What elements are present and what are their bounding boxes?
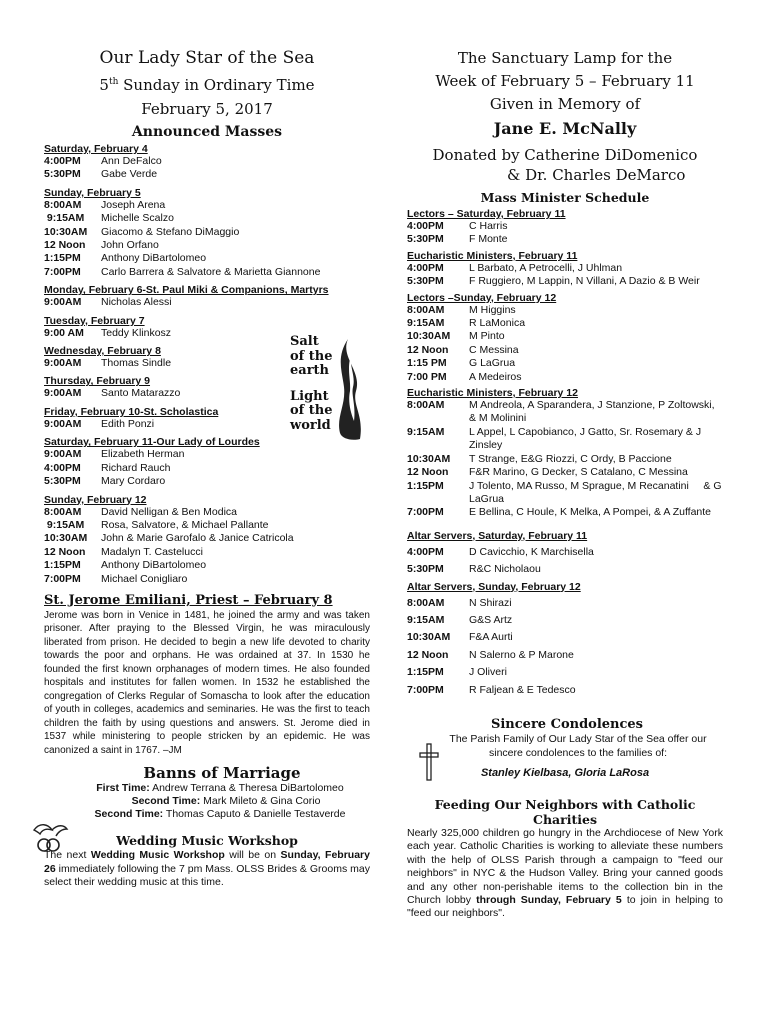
condolence-names: Stanley Kielbasa, Gloria LaRosa [480,766,650,779]
schedule-row [407,262,723,275]
time-label: 1:15 PM [407,357,447,370]
mass-day-heading: Saturday, February 11-Our Lady of Lourdes [44,436,260,449]
schedule-row [407,614,723,627]
salt-light-text: Salt of the earth Light of the world [290,334,333,433]
time-label: 7:00PM [407,506,444,519]
schedule-row [407,330,723,343]
time-label: 5:30PM [407,563,444,576]
time-label: 8:00AM [407,303,445,316]
mass-day-heading: Sunday, February 12 [44,493,147,506]
names-label: R LaMonica [469,317,526,330]
time-label: 9:00AM [44,357,82,370]
time-label: 12 Noon [407,648,449,661]
lamp-title: The Sanctuary Lamp for the [457,49,673,67]
lamp-name: Jane E. McNally [493,119,637,138]
schedule-row [44,199,370,212]
cross-icon [418,742,440,782]
names-label: Richard Rauch [101,461,171,474]
schedule-row [407,357,723,370]
schedule-row [407,233,723,246]
workshop-text: The next Wedding Music Workshop will be on Sunday, February 26 immediately following the 7 pm Mass. OLSS Brides & Grooms may select their wedding music at this time. [44,849,370,889]
banns-item: Second Time: Thomas Caputo & Danielle Testaverde [94,808,346,821]
time-label: 5:30PM [407,233,444,246]
schedule-row [44,546,370,559]
schedule-row [407,546,723,559]
time-label: 10:30AM [407,452,451,465]
names-label: E Bellina, C Houle, K Melka, A Pompei, & A Zuffante [469,506,712,519]
names-label: J Oliveri [469,666,507,679]
schedule-row [44,296,370,309]
schedule-row [44,462,370,475]
parish-title: Our Lady Star of the Sea [99,48,315,68]
schedule-row [44,532,370,545]
time-label: 4:00PM [44,155,81,167]
names-label: A Medeiros [469,370,522,383]
names-label: N Shirazi [469,596,512,609]
schedule-row [44,155,370,168]
names-label: L Barbato, A Petrocelli, J Uhlman [469,261,623,274]
minister-group-heading: Lectors –Sunday, February 12 [407,291,557,304]
names-label: Santo Matarazzo [101,387,181,400]
time-label: 4:00PM [407,261,444,274]
mass-day-heading: Wednesday, February 8 [44,345,161,358]
schedule-row [44,168,370,181]
names-label: F&R Marino, G Decker, S Catalano, C Messina [469,466,688,479]
names-label: Edith Ponzi [101,417,155,430]
banns-item: First Time: Andrew Terrana & Theresa DiBartolomeo [96,782,344,795]
names-label: John Orfano [101,239,159,252]
wedding-doves-icon [30,816,70,856]
time-label: 9:15AM [407,317,445,330]
schedule-row [407,344,723,357]
schedule-row [44,226,370,239]
names-label: R&C Nicholaou [469,563,541,576]
schedule-row [44,212,370,225]
names-label: Anthony DiBartolomeo [101,559,207,572]
names-label: John & Marie Garofalo & Janice Catricola [101,532,294,545]
names-label: C Messina [469,343,519,356]
time-label: 5:30PM [407,275,444,288]
names-label: F Monte [469,233,508,246]
names-label: D Cavicchio, K Marchisella [469,545,594,558]
schedule-row [407,220,723,233]
names-label: J Tolento, MA Russo, M Sprague, M Recanatini & G LaGrua [469,479,725,505]
server-group-heading: Altar Servers, Saturday, February 11 [407,529,588,542]
schedule-row [407,399,723,426]
time-label: 4:00PM [407,545,444,558]
schedule-row [407,466,723,479]
names-label: Mary Cordaro [101,475,166,488]
time-label: 9:15AM [407,425,445,438]
schedule-row [44,266,370,279]
schedule-row [407,275,723,288]
condolence-text: The Parish Family of Our Lady Star of the Sea offer our sincere condolences to the families of: [449,732,707,759]
bulletin-date: February 5, 2017 [141,100,273,118]
names-label: Teddy Klinkosz [101,326,172,339]
time-label: 8:00AM [44,505,82,518]
names-label: M Pinto [469,330,505,343]
feeding-heading: Feeding Our Neighbors with Catholic Charities [434,796,696,827]
minister-schedule [407,208,723,520]
time-label: 9:00AM [44,296,82,309]
time-label: 4:00PM [44,461,81,474]
names-label: Ann DeFalco [101,155,162,167]
altar-server-schedule [407,530,723,697]
time-label: 1:15PM [44,252,81,265]
schedule-row [407,666,723,679]
time-label: 9:00AM [44,448,82,461]
schedule-row [44,573,370,586]
schedule-row [407,371,723,384]
time-label: 5:30PM [44,475,81,488]
schedule-row [44,239,370,252]
time-label: 8:00AM [44,198,82,211]
names-label: Thomas Sindle [101,357,172,370]
schedule-row [407,304,723,317]
schedule-row [407,317,723,330]
names-label: M Andreola, A Sparandera, J Stanzione, P Zoltowski, & M Molinini [469,399,718,425]
names-label: Madalyn T. Castelucci [101,545,203,558]
lamp-given: Given in Memory of [489,95,641,113]
names-label: Rosa, Salvatore, & Michael Pallante [101,518,269,531]
ordinary-time: 5th Sunday in Ordinary Time [99,76,315,94]
schedule-row [44,506,370,519]
feeding-text: Nearly 325,000 children go hungry in the Archdiocese of New York each year. Catholic Charities is working to alleviate these numbers with the help of OLSS Parish through a campaign to "feed our neighbors" in NYC & the Hudson Valley. Bring your canned goods and any other non-perishable items to the collection bin in the Church lobby through Sunday, February 5 to join in helping to "feed our neighbors". [407,826,723,920]
minister-group-heading: Eucharistic Ministers, February 12 [407,387,578,400]
time-label: 12 Noon [407,343,449,356]
time-label: 12 Noon [44,239,86,252]
time-label: 1:15PM [407,666,444,679]
server-group-heading: Altar Servers, Sunday, February 12 [407,580,581,593]
minister-heading: Mass Minister Schedule [480,190,650,205]
condolence-heading: Sincere Condolences [490,716,643,732]
donated-line-1: Donated by Catherine DiDomenico [432,146,698,164]
banns-list [44,782,370,821]
banns-heading: Banns of Marriage [143,764,301,783]
mass-day-heading: Tuesday, February 7 [44,314,145,327]
time-label: 1:15PM [407,479,444,492]
names-label: G LaGrua [469,357,516,370]
time-label: 7:00PM [44,265,81,278]
schedule-row [407,563,723,576]
time-label: 12 Noon [407,466,449,479]
names-label: T Strange, E&G Riozzi, C Ordy, B Paccione [469,452,672,465]
names-label: Anthony DiBartolomeo [101,252,207,265]
mass-day-heading: Friday, February 10-St. Scholastica [44,405,219,418]
names-label: Carlo Barrera & Salvatore & Marietta Giannone [101,265,321,278]
time-label: 10:30AM [44,532,88,545]
schedule-row [44,252,370,265]
names-label: C Harris [469,220,508,232]
time-label: 8:00AM [407,399,445,412]
saint-heading: St. Jerome Emiliani, Priest – February 8 [44,592,333,608]
names-label: Michael Conigliaro [101,572,188,585]
names-label: Giacomo & Stefano DiMaggio [101,225,240,238]
names-label: G&S Artz [469,613,513,626]
mass-day-heading: Thursday, February 9 [44,375,151,388]
time-label: 9:15AM [407,613,445,626]
schedule-row [407,480,723,507]
salt-light-graphic [290,335,376,447]
time-label: 10:30AM [44,225,88,238]
names-label: F Ruggiero, M Lappin, N Villani, A Dazio & B Weir [469,275,700,288]
time-label: 7:00PM [407,683,444,696]
banns-item: Second Time: Mark Mileto & Gina Corio [131,795,321,808]
saint-text: Jerome was born in Venice in 1481, he joined the army and was taken prisoner. After praying to the Blessed Virgin, he was miraculously liberated from prison. He decided to begin a new life devoted to charity towards the poor and orphans. He was ordained at 37. In 1530 he founded the first known orphanages of modern times. He also founded hospitals and institutes for fallen women. In 1532 he established the congregation of Clerks Regular of Somascha to look after the education of youth in colleges, academics and seminaries. He was the first to teach children the faith by using questions and answers. St. Jerome died in 1537 while ministering to people stricken by an epidemic. He was canonized a saint in 1767. –JM [44,609,370,756]
masses-heading: Announced Masses [131,124,283,140]
mass-day-heading: Monday, February 6-St. Paul Miki & Companions, Martyrs [44,284,329,297]
names-label: Michelle Scalzo [101,212,174,225]
time-label: 9:00 AM [44,326,84,339]
schedule-row [407,631,723,644]
time-label: 9:15AM [44,518,85,531]
mass-day-heading: Saturday, February 4 [44,143,148,155]
schedule-row [407,426,723,453]
names-label: Joseph Arena [101,198,166,211]
time-label: 4:00PM [407,220,444,232]
schedule-row [407,506,723,519]
workshop-heading: Wedding Music Workshop [116,833,298,849]
names-label: David Nelligan & Ben Modica [101,505,237,518]
time-label: 10:30AM [407,330,451,343]
time-label: 9:15AM [44,212,85,225]
time-label: 12 Noon [44,545,86,558]
schedule-row [407,453,723,466]
time-label: 7:00 PM [407,370,447,383]
schedule-row [44,519,370,532]
time-label: 8:00AM [407,596,445,609]
mass-day-heading: Sunday, February 5 [44,186,141,199]
time-label: 1:15PM [44,559,81,572]
schedule-row [44,475,370,488]
names-label: F&A Aurti [469,631,513,644]
minister-group-heading: Lectors – Saturday, February 11 [407,208,566,220]
names-label: L Appel, L Capobianco, J Gatto, Sr. Rosemary & J Zinsley [469,425,705,452]
donated-line-2: & Dr. Charles DeMarco [507,166,686,184]
names-label: M Higgins [469,303,516,316]
schedule-row [407,649,723,662]
minister-group-heading: Eucharistic Ministers, February 11 [407,249,578,262]
schedule-row [407,597,723,610]
schedule-row [44,559,370,572]
schedule-row [407,684,723,697]
time-label: 9:00AM [44,417,82,430]
names-label: Nicholas Alessi [101,296,172,309]
time-label: 5:30PM [44,168,81,181]
time-label: 10:30AM [407,631,451,644]
time-label: 7:00PM [44,572,81,585]
lamp-week: Week of February 5 – February 11 [435,72,695,90]
names-label: N Salerno & P Marone [469,648,574,661]
names-label: Elizabeth Herman [101,448,185,461]
time-label: 9:00AM [44,387,82,400]
schedule-row [44,448,370,461]
names-label: R Faljean & E Tedesco [469,683,576,696]
right-column [407,0,723,921]
names-label: Gabe Verde [101,168,158,181]
